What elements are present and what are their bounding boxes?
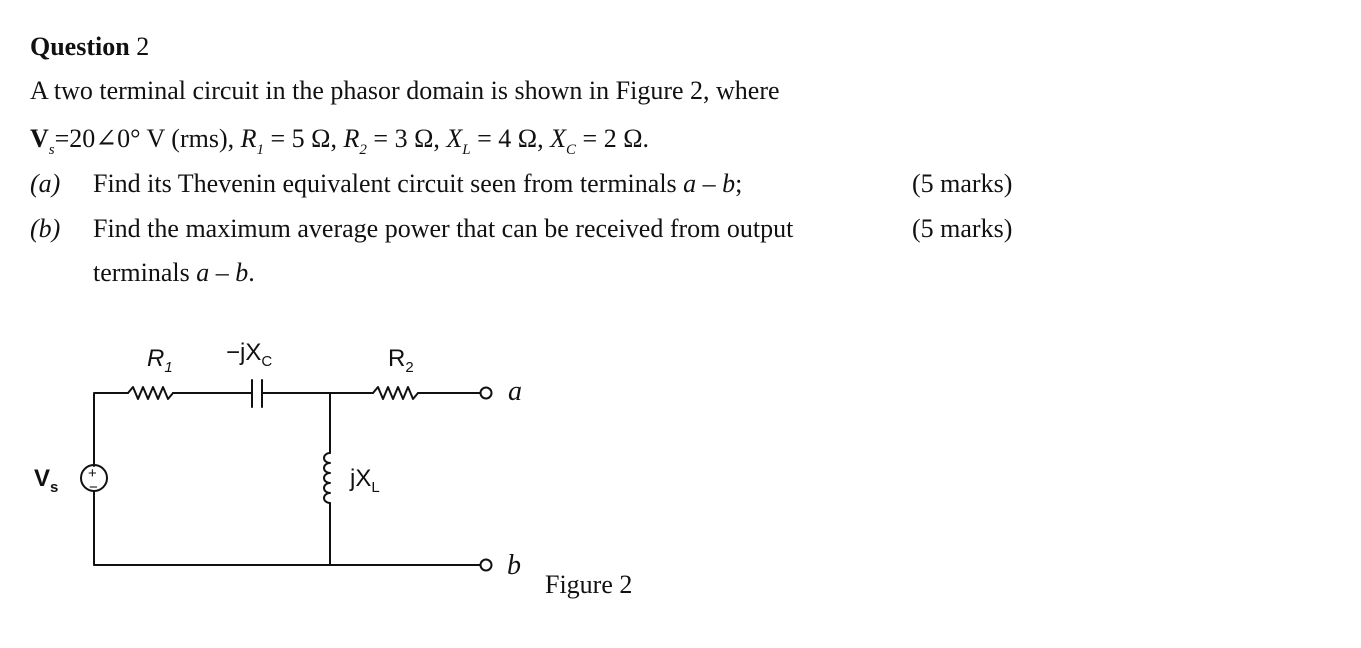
r1-subscript: 1 — [256, 142, 265, 158]
r1-label: $R_1$ — [147, 345, 173, 376]
resistor-r1 — [128, 387, 173, 399]
part-b-question: Find the maximum average power that can be received from output — [93, 214, 794, 243]
r1-value: = 5 Ω, — [264, 124, 338, 153]
part-b-terminals: a – b — [196, 258, 249, 287]
inductor-xl — [324, 453, 330, 503]
xc-subscript: C — [566, 142, 577, 158]
xl-label: $jX_L$ — [350, 465, 380, 496]
r2-value: = 3 Ω, — [366, 124, 440, 153]
xc-value: = 2 Ω. — [576, 124, 650, 153]
part-b-label: (b) — [30, 214, 61, 243]
question-word: Question — [30, 32, 130, 61]
vs-minus-sign: − — [89, 479, 98, 496]
r2-subscript: 2 — [359, 142, 367, 158]
vs-label: $V_s$ — [34, 465, 59, 496]
part-a-label: (a) — [30, 169, 61, 198]
vs-plus-sign: + — [88, 465, 97, 482]
vs-value: =20∠0° V (rms), — [54, 124, 235, 153]
xl-subscript: L — [462, 142, 471, 158]
r1-symbol: R — [240, 124, 257, 153]
xl-symbol: X — [446, 124, 463, 153]
part-b-marks: (5 marks) — [912, 214, 1013, 243]
xc-symbol: X — [550, 124, 567, 153]
terminal-b-node — [481, 560, 492, 571]
part-b-cont-text: terminals — [93, 258, 197, 287]
part-a-marks: (5 marks) — [912, 169, 1013, 198]
question-intro: A two terminal circuit in the phasor domain is shown in Figure 2, where — [30, 76, 780, 105]
part-a-terminals: a – b — [683, 169, 736, 198]
vs-symbol: V — [30, 124, 49, 153]
resistor-r2 — [373, 387, 418, 399]
wire-left-top — [94, 393, 128, 466]
terminal-a-label: a — [508, 376, 522, 407]
part-a-question: Find its Thevenin equivalent circuit seen from terminals — [93, 169, 684, 198]
terminal-a-node — [481, 388, 492, 399]
xc-label: $-jX_C$ — [226, 339, 273, 370]
figure-caption: Figure 2 — [545, 570, 633, 599]
part-b-end: . — [248, 258, 255, 287]
wire-bottom — [94, 491, 480, 565]
xl-value: = 4 Ω, — [470, 124, 544, 153]
r2-symbol: R — [343, 124, 360, 153]
r2-label: $R_2$ — [388, 345, 414, 376]
terminal-b-label: b — [507, 550, 521, 581]
part-a-end: ; — [735, 169, 743, 198]
question-number: 2 — [136, 32, 150, 61]
vs-subscript: s — [48, 142, 55, 158]
